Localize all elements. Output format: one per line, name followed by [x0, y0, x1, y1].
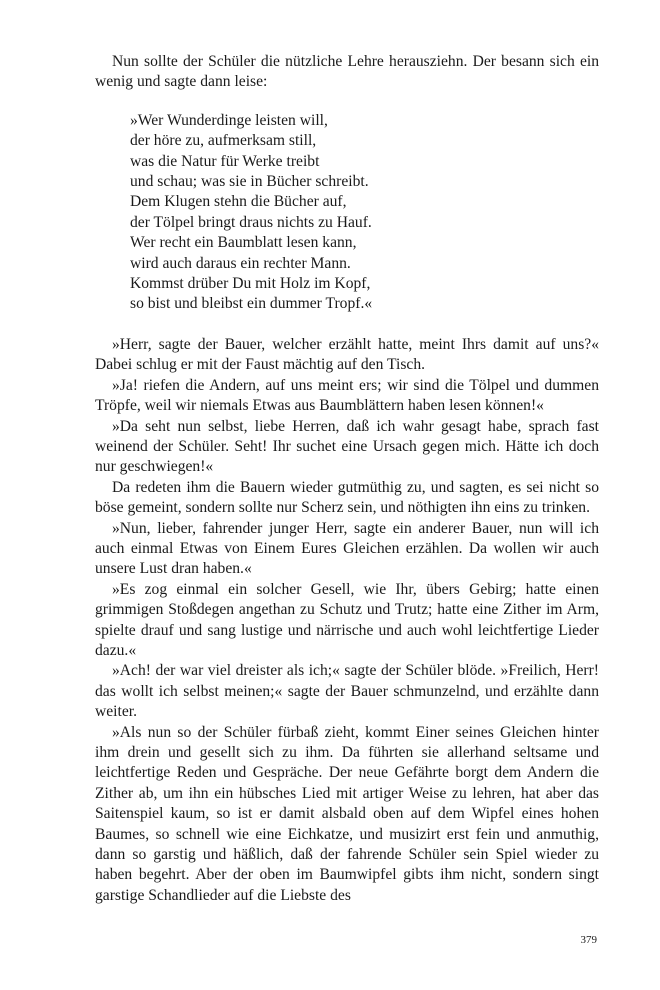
poem-line: Wer recht ein Baumblatt lesen kann,	[130, 234, 357, 252]
body-text	[95, 52, 599, 906]
paragraph: Da redeten ihm die Bauern wieder gutmüthig zu, und sagten, es sei nicht so böse gemeint, sondern sollte nur Scherz sein, und nöthigten ihn eins zu trinken.	[95, 478, 599, 517]
poem-line: »Wer Wunderdinge leisten will,	[130, 111, 328, 129]
paragraph: »Es zog einmal ein solcher Gesell, wie Ihr, übers Gebirg; hatte einen grimmigen Stoßdegen angethan zu Schutz und Trutz; hatte eine Zither im Arm, spielte drauf und sang lustige und närrische und auch wohl leichtfertige Lieder dazu.«	[95, 580, 599, 659]
poem-line: wird auch daraus ein rechter Mann.	[130, 254, 351, 272]
paragraph: »Herr, sagte der Bauer, welcher erzählt hatte, meint Ihrs damit auf uns?« Dabei schlug er mit der Faust mächtig auf den Tisch.	[95, 335, 599, 374]
poem-line: so bist und bleibst ein dummer Tropf.«	[130, 295, 373, 313]
page-number: 379	[580, 934, 597, 946]
poem-line: Dem Klugen stehn die Bücher auf,	[130, 193, 347, 211]
poem-line: und schau; was sie in Bücher schreibt.	[130, 173, 369, 191]
paragraph: »Nun, lieber, fahrender junger Herr, sagte ein anderer Bauer, nun will ich auch einmal Etwas von Einem Eures Gleichen erzählen. Da wollen wir auch unsere Lust dran haben.«	[95, 519, 599, 578]
intro-paragraph: Nun sollte der Schüler die nützliche Lehre herausziehn. Der besann sich ein wenig und sagte dann leise:	[95, 53, 599, 91]
poem-line: was die Natur für Werke treibt	[130, 152, 320, 170]
poem-line: der Tölpel bringt draus nichts zu Hauf.	[130, 213, 372, 231]
poem-line: Kommst drüber Du mit Holz im Kopf,	[130, 275, 371, 293]
poem-line: der höre zu, aufmerksam still,	[130, 132, 317, 150]
paragraph: »Da seht nun selbst, liebe Herren, daß ich wahr gesagt habe, sprach fast weinend der Schüler. Seht! Ihr suchet eine Ursach gegen mich. Hätte ich doch nur geschwiegen!«	[95, 417, 599, 476]
paragraph: »Ach! der war viel dreister als ich;« sagte der Schüler blöde. »Freilich, Herr! das wollt ich selbst meinen;« sagte der Bauer schmunzelnd, und erzählte dann weiter.	[95, 662, 599, 721]
poem	[130, 111, 599, 315]
paragraph: »Ja! riefen die Andern, auf uns meint ers; wir sind die Tölpel und dummen Tröpfe, weil wir niemals Etwas aus Baumblättern haben lesen können!«	[95, 376, 599, 415]
paragraph: »Als nun so der Schüler fürbaß zieht, kommt Einer seines Gleichen hinter ihm drein und gesellt sich zu ihm. Da führten sie allerhand seltsame und leichtfertige Reden und Gespräche. Der neue Gefährte borgt dem Andern die Zither ab, um ihn ein hübsches Lied mit artiger Weise zu lehren, hat aber das Saitenspiel kaum, so ist er damit alsbald oben auf dem Wipfel eines hohen Baumes, so schnell wie eine Eichkatze, und musizirt erst fein und anmuthig, dann so garstig und häßlich, daß der fahrende Schüler sein Spiel wieder zu haben begehrt. Aber der oben im Baumwipfel gibts ihm nicht, sondern singt garstige Schandlieder auf die Liebste des	[95, 723, 599, 904]
